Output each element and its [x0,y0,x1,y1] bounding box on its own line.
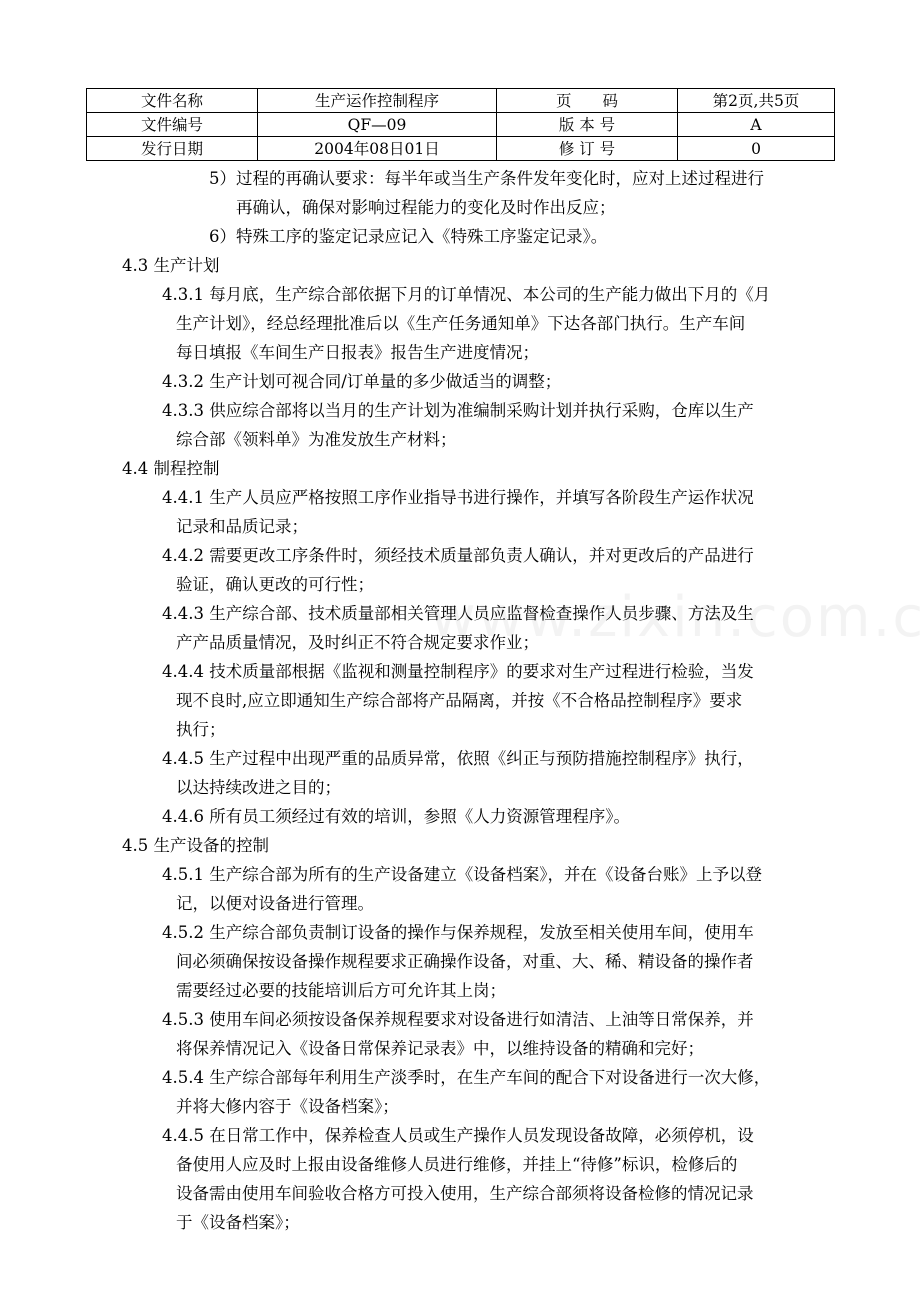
text-line: 4.4.3 生产综合部、技术质量部相关管理人员应监督检查操作人员步骤、方法及生 [162,604,754,623]
text-line: 间必须确保按设备操作规程要求正确操作设备，对重、大、稀、精设备的操作者 [176,952,754,971]
text-line: 4.4.1 生产人员应严格按照工序作业指导书进行操作，并填写各阶段生产运作状况 [162,488,754,507]
label-revision: 修 订 号 [497,137,678,161]
text-line: 验证，确认更改的可行性； [176,575,374,594]
text-line: 现不良时,应立即通知生产综合部将产品隔离，并按《不合格品控制程序》要求 [176,691,743,710]
text-line: 于《设备档案》； [176,1213,300,1232]
text-line: 备使用人应及时上报由设备维修人员进行维修，并挂上“待修”标识，检修后的 [176,1155,738,1174]
text-line: 再确认，确保对影响过程能力的变化及时作出反应； [236,198,616,217]
text-line: 4.4.5 生产过程中出现严重的品质异常，依照《纠正与预防措施控制程序》执行， [162,749,754,768]
text-line: 5）过程的再确认要求：每半年或当生产条件发年变化时，应对上述过程进行 [209,169,764,188]
text-line: 4.4.2 需要更改工序条件时，须经技术质量部负责人确认，并对更改后的产品进行 [162,546,754,565]
text-line: 记录和品质记录； [176,517,308,536]
document-header-table [86,88,835,161]
text-line: 4.4.6 所有员工须经过有效的培训，参照《人力资源管理程序》。 [162,807,630,826]
value-file-name: 生产运作控制程序 [258,89,497,113]
text-line: 记，以便对设备进行管理。 [176,894,374,913]
section-heading: 4.3 生产计划 [122,256,220,275]
text-line: 执行； [176,720,226,739]
text-line: 每日填报《车间生产日报表》报告生产进度情况； [176,343,539,362]
section-heading: 4.5 生产设备的控制 [122,836,269,855]
text-line: 4.3.2 生产计划可视合同/订单量的多少做适当的调整； [162,372,562,391]
text-line: 4.5.1 生产综合部为所有的生产设备建立《设备档案》，并在《设备台账》上予以登 [162,865,762,884]
header-row [87,113,835,137]
header-row [87,137,835,161]
label-version: 版 本 号 [497,113,678,137]
text-line: 4.5.2 生产综合部负责制订设备的操作与保养规程，发放至相关使用车间，使用车 [162,923,754,942]
text-line: 6）特殊工序的鉴定记录应记入《特殊工序鉴定记录》。 [209,227,608,246]
text-line: 4.4.4 技术质量部根据《监视和测量控制程序》的要求对生产过程进行检验，当发 [162,662,754,681]
value-version: A [678,113,835,137]
text-line: 设备需由使用车间验收合格方可投入使用，生产综合部须将设备检修的情况记录 [176,1184,754,1203]
text-line: 以达持续改进之目的； [176,778,341,797]
label-page-number: 页 码 [497,89,678,113]
text-line: 4.4.5 在日常工作中，保养检查人员或生产操作人员发现设备故障，必须停机，设 [162,1126,754,1145]
label-issue-date: 发行日期 [87,137,258,161]
text-line: 生产计划》，经总经理批准后以《生产任务通知单》下达各部门执行。生产车间 [176,314,746,333]
header-row [87,89,835,113]
text-line: 将保养情况记入《设备日常保养记录表》中，以维持设备的精确和完好； [176,1039,704,1058]
text-line: 产产品质量情况，及时纠正不符合规定要求作业； [176,633,539,652]
value-issue-date: 2004年08日01日 [258,137,497,161]
text-line: 4.5.3 使用车间必须按设备保养规程要求对设备进行如清洁、上油等日常保养，并 [162,1010,754,1029]
text-line: 4.3.1 每月底，生产综合部依据下月的订单情况、本公司的生产能力做出下月的《月 [162,285,771,304]
value-revision: 0 [678,137,835,161]
text-line: 并将大修内容于《设备档案》； [176,1097,399,1116]
text-line: 4.5.4 生产综合部每年利用生产淡季时，在生产车间的配合下对设备进行一次大修， [162,1068,771,1087]
value-file-code: QF—09 [258,113,497,137]
value-page-number: 第2页,共5页 [678,89,835,113]
section-heading: 4.4 制程控制 [122,459,220,478]
text-line: 4.3.3 供应综合部将以当月的生产计划为准编制采购计划并执行采购，仓库以生产 [162,401,754,420]
text-line: 需要经过必要的技能培训后方可允许其上岗； [176,981,506,1000]
text-line: 综合部《领料单》为准发放生产材料； [176,430,457,449]
label-file-code: 文件编号 [87,113,258,137]
label-file-name: 文件名称 [87,89,258,113]
